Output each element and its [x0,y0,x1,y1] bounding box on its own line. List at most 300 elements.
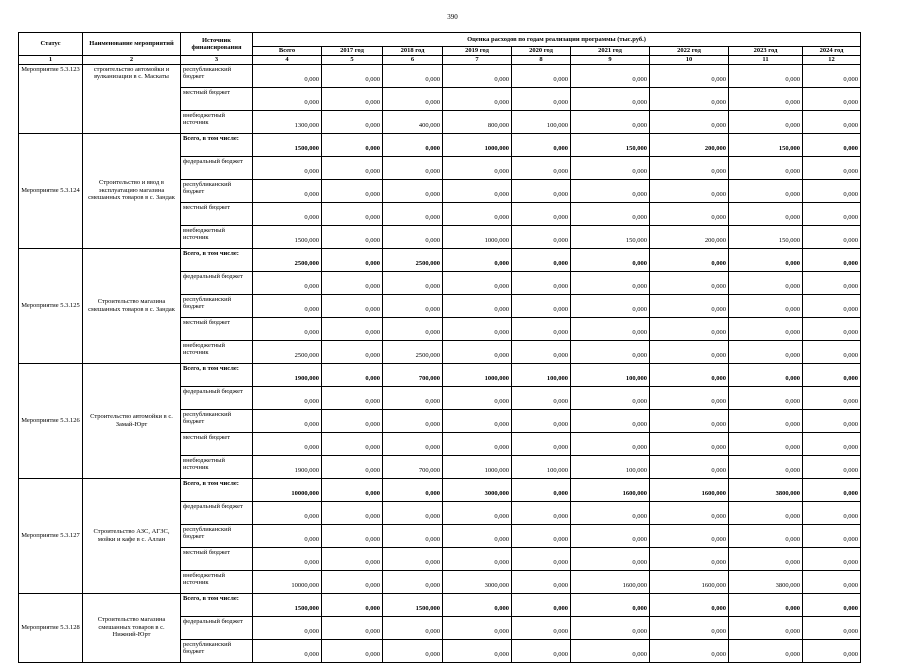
amount-cell: 0,000 [729,294,803,317]
amount-cell: 0,000 [253,547,322,570]
amount-cell: 0,000 [512,202,571,225]
amount-cell: 2500,000 [383,248,443,271]
header-year: 2023 год [729,47,803,56]
amount-cell: 0,000 [253,317,322,340]
amount-cell: 0,000 [803,501,861,524]
amount-cell: 2500,000 [253,340,322,363]
amount-cell: 0,000 [650,363,729,386]
amount-cell: 0,000 [729,616,803,639]
amount-cell: 0,000 [512,547,571,570]
funding-source: республиканский бюджет [181,524,253,547]
amount-cell: 0,000 [512,294,571,317]
amount-cell: 400,000 [383,110,443,133]
amount-cell: 1600,000 [571,570,650,593]
amount-cell: 0,000 [571,156,650,179]
expense-table [18,32,861,663]
amount-cell: 200,000 [650,133,729,156]
amount-cell: 0,000 [383,409,443,432]
amount-cell: 0,000 [512,271,571,294]
amount-cell: 0,000 [729,248,803,271]
header-source: Источник финансирования [181,33,253,56]
amount-cell: 0,000 [803,570,861,593]
amount-cell: 0,000 [443,317,512,340]
amount-cell: 3800,000 [729,570,803,593]
amount-cell: 0,000 [383,64,443,87]
funding-source: федеральный бюджет [181,386,253,409]
amount-cell: 150,000 [571,225,650,248]
amount-cell: 0,000 [383,639,443,662]
header-group: Оценка расходов по годам реализации программы (тыс.руб.) [253,33,861,47]
amount-cell: 0,000 [729,340,803,363]
measure-name: Строительство магазина смешанных товаров в с. Зандак [83,248,181,363]
amount-cell: 0,000 [803,202,861,225]
funding-source: местный бюджет [181,87,253,110]
amount-cell: 0,000 [512,432,571,455]
header-column-number: 12 [803,56,861,65]
amount-cell: 0,000 [443,432,512,455]
amount-cell: 0,000 [729,110,803,133]
amount-cell: 0,000 [650,386,729,409]
amount-cell: 0,000 [383,616,443,639]
amount-cell: 0,000 [650,110,729,133]
amount-cell: 0,000 [443,271,512,294]
measure-name: строительство автомойки и вулканизации в с. Маскаты [83,64,181,133]
amount-cell: 0,000 [729,639,803,662]
header-column-number: 2 [83,56,181,65]
amount-cell: 0,000 [253,202,322,225]
amount-cell: 0,000 [803,455,861,478]
amount-cell: 0,000 [322,271,383,294]
amount-cell: 1600,000 [650,570,729,593]
table-row [19,363,861,386]
amount-cell: 0,000 [729,547,803,570]
amount-cell: 0,000 [322,340,383,363]
amount-cell: 3000,000 [443,570,512,593]
header-column-number: 1 [19,56,83,65]
amount-cell: 100,000 [571,363,650,386]
amount-cell: 0,000 [322,294,383,317]
amount-cell: 0,000 [729,317,803,340]
header-year: 2020 год [512,47,571,56]
amount-cell: 0,000 [512,179,571,202]
amount-cell: 0,000 [803,409,861,432]
amount-cell: 0,000 [803,432,861,455]
amount-cell: 0,000 [443,501,512,524]
amount-cell: 0,000 [803,639,861,662]
amount-cell: 0,000 [383,317,443,340]
funding-source: внебюджетный источник [181,110,253,133]
amount-cell: 1000,000 [443,363,512,386]
amount-cell: 0,000 [383,386,443,409]
amount-cell: 0,000 [383,547,443,570]
amount-cell: 0,000 [803,363,861,386]
amount-cell: 0,000 [803,294,861,317]
amount-cell: 0,000 [650,87,729,110]
amount-cell: 0,000 [322,202,383,225]
amount-cell: 700,000 [383,455,443,478]
funding-source: Всего, в том числе: [181,593,253,616]
amount-cell: 0,000 [729,386,803,409]
measure-status: Мероприятие 5.3.125 [19,248,83,363]
funding-source: республиканский бюджет [181,64,253,87]
funding-source: Всего, в том числе: [181,478,253,501]
amount-cell: 0,000 [322,501,383,524]
table-row [19,593,861,616]
amount-cell: 0,000 [803,317,861,340]
measure-status: Мероприятие 5.3.126 [19,363,83,478]
amount-cell: 0,000 [322,593,383,616]
amount-cell: 1500,000 [383,593,443,616]
amount-cell: 0,000 [650,248,729,271]
amount-cell: 0,000 [803,593,861,616]
amount-cell: 0,000 [803,524,861,547]
amount-cell: 0,000 [650,639,729,662]
amount-cell: 0,000 [322,524,383,547]
amount-cell: 0,000 [803,110,861,133]
amount-cell: 0,000 [253,87,322,110]
page-number: 390 [447,13,458,21]
header-column-number: 9 [571,56,650,65]
funding-source: местный бюджет [181,317,253,340]
amount-cell: 0,000 [512,156,571,179]
amount-cell: 0,000 [729,363,803,386]
amount-cell: 0,000 [650,340,729,363]
amount-cell: 0,000 [443,294,512,317]
table-header [19,33,861,65]
amount-cell: 0,000 [322,225,383,248]
amount-cell: 0,000 [803,87,861,110]
amount-cell: 0,000 [383,87,443,110]
header-column-number: 8 [512,56,571,65]
amount-cell: 0,000 [253,271,322,294]
amount-cell: 0,000 [571,432,650,455]
header-column-number: 10 [650,56,729,65]
amount-cell: 0,000 [803,386,861,409]
amount-cell: 0,000 [322,432,383,455]
amount-cell: 0,000 [803,478,861,501]
amount-cell: 0,000 [322,64,383,87]
funding-source: федеральный бюджет [181,501,253,524]
amount-cell: 0,000 [322,386,383,409]
measure-name: Строительство и ввод в эксплуатацию магазина смешанных товаров в с. Зандак [83,133,181,248]
funding-source: республиканский бюджет [181,179,253,202]
amount-cell: 1900,000 [253,363,322,386]
amount-cell: 0,000 [512,570,571,593]
amount-cell: 0,000 [650,593,729,616]
amount-cell: 0,000 [571,248,650,271]
amount-cell: 0,000 [443,616,512,639]
amount-cell: 0,000 [571,179,650,202]
measure-name: Строительство АЗС, АГЗС, мойки и кафе в с. Аллан [83,478,181,593]
amount-cell: 0,000 [571,639,650,662]
amount-cell: 0,000 [729,87,803,110]
measure-name: Строительство автомойки в с. Замай-Юрт [83,363,181,478]
measure-status: Мероприятие 5.3.127 [19,478,83,593]
amount-cell: 0,000 [253,156,322,179]
amount-cell: 0,000 [443,409,512,432]
amount-cell: 0,000 [571,547,650,570]
funding-source: внебюджетный источник [181,225,253,248]
amount-cell: 0,000 [650,455,729,478]
amount-cell: 0,000 [512,87,571,110]
amount-cell: 0,000 [322,547,383,570]
amount-cell: 0,000 [729,202,803,225]
amount-cell: 0,000 [322,87,383,110]
amount-cell: 0,000 [253,179,322,202]
funding-source: местный бюджет [181,547,253,570]
amount-cell: 0,000 [512,133,571,156]
funding-source: федеральный бюджет [181,156,253,179]
amount-cell: 0,000 [729,432,803,455]
table-row [19,64,861,87]
amount-cell: 0,000 [650,524,729,547]
amount-cell: 0,000 [803,156,861,179]
amount-cell: 0,000 [443,386,512,409]
amount-cell: 0,000 [443,639,512,662]
amount-cell: 0,000 [383,570,443,593]
amount-cell: 0,000 [383,225,443,248]
header-column-number: 6 [383,56,443,65]
funding-source: местный бюджет [181,202,253,225]
amount-cell: 0,000 [512,616,571,639]
amount-cell: 0,000 [729,501,803,524]
funding-source: республиканский бюджет [181,409,253,432]
amount-cell: 0,000 [803,616,861,639]
amount-cell: 0,000 [322,409,383,432]
amount-cell: 0,000 [512,524,571,547]
header-column-number: 11 [729,56,803,65]
funding-source: федеральный бюджет [181,616,253,639]
amount-cell: 0,000 [803,64,861,87]
funding-source: федеральный бюджет [181,271,253,294]
amount-cell: 0,000 [322,616,383,639]
amount-cell: 0,000 [803,133,861,156]
amount-cell: 0,000 [322,478,383,501]
amount-cell: 3000,000 [443,478,512,501]
amount-cell: 0,000 [443,64,512,87]
amount-cell: 0,000 [650,432,729,455]
amount-cell: 0,000 [729,593,803,616]
amount-cell: 0,000 [512,64,571,87]
amount-cell: 100,000 [512,363,571,386]
header-year: 2024 год [803,47,861,56]
amount-cell: 0,000 [322,133,383,156]
amount-cell: 150,000 [729,133,803,156]
measure-name: Строительство магазина смешанных товаров в с. Нижний-Юрт [83,593,181,662]
amount-cell: 0,000 [383,133,443,156]
amount-cell: 0,000 [322,455,383,478]
amount-cell: 0,000 [322,248,383,271]
amount-cell: 0,000 [512,225,571,248]
amount-cell: 1600,000 [650,478,729,501]
amount-cell: 100,000 [512,110,571,133]
measure-status: Мероприятие 5.3.124 [19,133,83,248]
header-year: 2021 год [571,47,650,56]
amount-cell: 0,000 [729,455,803,478]
funding-source: внебюджетный источник [181,570,253,593]
amount-cell: 0,000 [322,179,383,202]
amount-cell: 1500,000 [253,133,322,156]
amount-cell: 0,000 [253,524,322,547]
amount-cell: 0,000 [729,271,803,294]
amount-cell: 0,000 [571,616,650,639]
amount-cell: 10000,000 [253,478,322,501]
header-year: 2022 год [650,47,729,56]
amount-cell: 0,000 [443,179,512,202]
amount-cell: 0,000 [253,501,322,524]
table-row [19,133,861,156]
amount-cell: 0,000 [729,409,803,432]
amount-cell: 0,000 [253,616,322,639]
amount-cell: 0,000 [571,271,650,294]
amount-cell: 0,000 [383,202,443,225]
amount-cell: 0,000 [512,639,571,662]
amount-cell: 0,000 [512,409,571,432]
amount-cell: 100,000 [571,455,650,478]
amount-cell: 2500,000 [383,340,443,363]
funding-source: внебюджетный источник [181,340,253,363]
measure-status: Мероприятие 5.3.123 [19,64,83,133]
amount-cell: 0,000 [383,478,443,501]
amount-cell: 0,000 [512,501,571,524]
amount-cell: 0,000 [383,501,443,524]
amount-cell: 0,000 [443,524,512,547]
amount-cell: 0,000 [443,87,512,110]
amount-cell: 150,000 [729,225,803,248]
amount-cell: 2500,000 [253,248,322,271]
amount-cell: 0,000 [322,317,383,340]
amount-cell: 0,000 [650,501,729,524]
amount-cell: 0,000 [571,87,650,110]
amount-cell: 0,000 [383,294,443,317]
funding-source: местный бюджет [181,432,253,455]
amount-cell: 0,000 [253,386,322,409]
amount-cell: 0,000 [443,547,512,570]
amount-cell: 0,000 [383,432,443,455]
amount-cell: 0,000 [571,202,650,225]
funding-source: Всего, в том числе: [181,248,253,271]
amount-cell: 0,000 [322,639,383,662]
amount-cell: 0,000 [512,593,571,616]
amount-cell: 0,000 [253,432,322,455]
header-year: 2019 год [443,47,512,56]
header-column-number: 4 [253,56,322,65]
funding-source: Всего, в том числе: [181,363,253,386]
funding-source: республиканский бюджет [181,294,253,317]
amount-cell: 0,000 [650,616,729,639]
amount-cell: 100,000 [512,455,571,478]
amount-cell: 0,000 [443,340,512,363]
amount-cell: 0,000 [650,156,729,179]
amount-cell: 800,000 [443,110,512,133]
amount-cell: 0,000 [512,248,571,271]
amount-cell: 1300,000 [253,110,322,133]
amount-cell: 0,000 [729,156,803,179]
amount-cell: 0,000 [253,294,322,317]
amount-cell: 0,000 [803,547,861,570]
amount-cell: 0,000 [383,179,443,202]
amount-cell: 0,000 [650,294,729,317]
funding-source: республиканский бюджет [181,639,253,662]
header-column-number: 5 [322,56,383,65]
measure-status: Мероприятие 5.3.128 [19,593,83,662]
amount-cell: 0,000 [571,64,650,87]
amount-cell: 0,000 [650,64,729,87]
amount-cell: 0,000 [253,409,322,432]
amount-cell: 0,000 [443,248,512,271]
amount-cell: 0,000 [383,156,443,179]
amount-cell: 10000,000 [253,570,322,593]
amount-cell: 0,000 [571,110,650,133]
header-year: 2018 год [383,47,443,56]
amount-cell: 1500,000 [253,225,322,248]
amount-cell: 1600,000 [571,478,650,501]
amount-cell: 0,000 [571,409,650,432]
amount-cell: 0,000 [650,179,729,202]
header-year: 2017 год [322,47,383,56]
amount-cell: 0,000 [571,524,650,547]
amount-cell: 1000,000 [443,133,512,156]
amount-cell: 150,000 [571,133,650,156]
amount-cell: 0,000 [571,317,650,340]
amount-cell: 0,000 [650,409,729,432]
amount-cell: 0,000 [650,317,729,340]
amount-cell: 0,000 [512,478,571,501]
amount-cell: 0,000 [650,547,729,570]
amount-cell: 0,000 [650,271,729,294]
amount-cell: 0,000 [571,593,650,616]
amount-cell: 0,000 [729,179,803,202]
amount-cell: 0,000 [512,340,571,363]
amount-cell: 0,000 [443,156,512,179]
amount-cell: 0,000 [253,64,322,87]
header-name: Наименование мероприятий [83,33,181,56]
amount-cell: 0,000 [443,593,512,616]
amount-cell: 700,000 [383,363,443,386]
amount-cell: 0,000 [322,363,383,386]
header-year: Всего [253,47,322,56]
funding-source: внебюджетный источник [181,455,253,478]
amount-cell: 0,000 [571,501,650,524]
amount-cell: 0,000 [571,340,650,363]
table-row [19,248,861,271]
amount-cell: 1500,000 [253,593,322,616]
amount-cell: 0,000 [322,156,383,179]
table-row [19,478,861,501]
amount-cell: 0,000 [512,386,571,409]
amount-cell: 0,000 [322,110,383,133]
amount-cell: 200,000 [650,225,729,248]
header-column-number: 3 [181,56,253,65]
amount-cell: 1900,000 [253,455,322,478]
amount-cell: 0,000 [803,248,861,271]
amount-cell: 0,000 [803,271,861,294]
amount-cell: 0,000 [571,386,650,409]
funding-source: Всего, в том числе: [181,133,253,156]
table-body [19,64,861,662]
amount-cell: 0,000 [729,64,803,87]
amount-cell: 0,000 [571,294,650,317]
header-status: Статус [19,33,83,56]
amount-cell: 3800,000 [729,478,803,501]
amount-cell: 0,000 [322,570,383,593]
amount-cell: 0,000 [650,202,729,225]
header-column-number: 7 [443,56,512,65]
amount-cell: 0,000 [803,225,861,248]
amount-cell: 0,000 [512,317,571,340]
amount-cell: 0,000 [803,340,861,363]
amount-cell: 0,000 [383,524,443,547]
